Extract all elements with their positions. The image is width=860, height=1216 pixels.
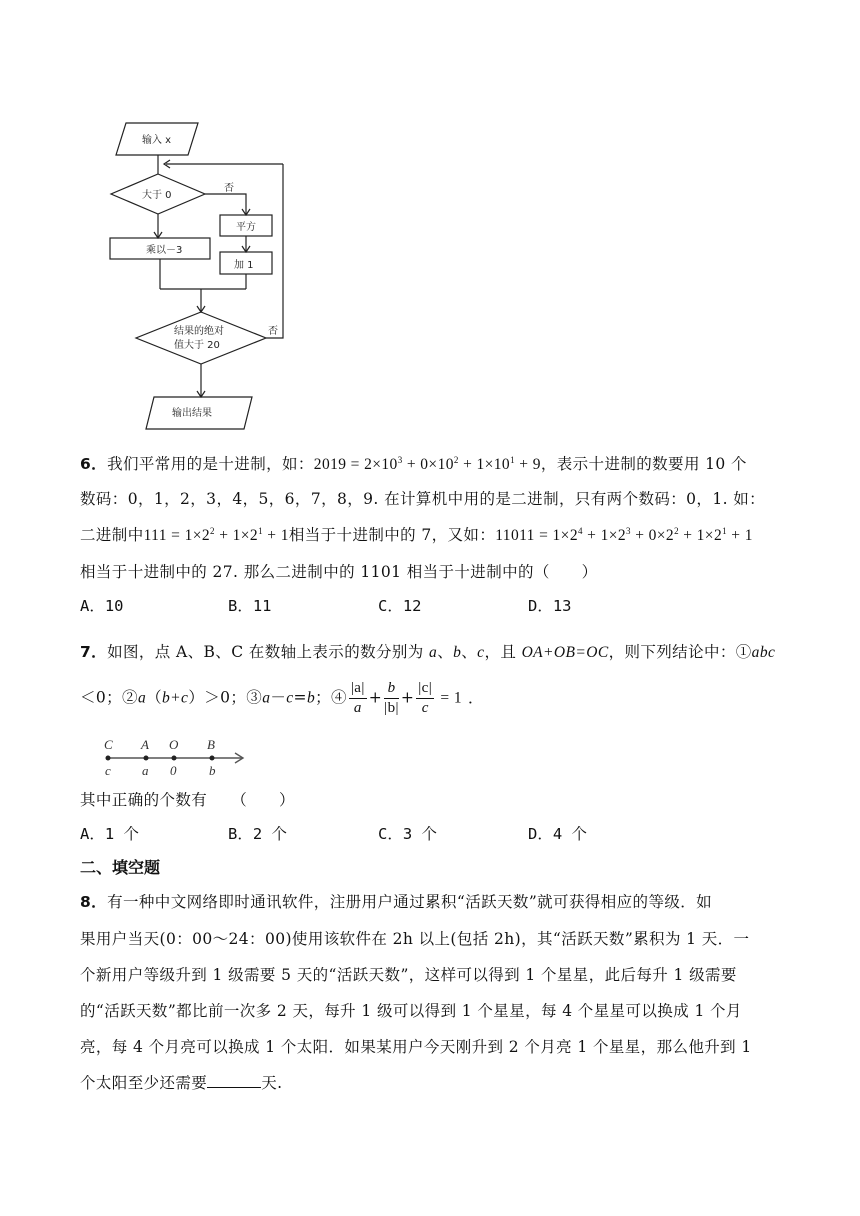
input-label: 输入 x xyxy=(142,135,172,146)
point-a xyxy=(144,756,149,761)
q6-line4: 相当于十进制中的 27. 那么二进制中的 1101 相当于十进制中的（ ） xyxy=(80,563,598,581)
no-label-2: 否 xyxy=(268,326,278,337)
q7-fraction-3: $\frac{|c|}{c}$ xyxy=(418,680,433,716)
square-label: 平方 xyxy=(236,222,256,233)
q7-option-a: A．1 个 xyxy=(80,825,139,843)
q7-line1: 7．如图，点 A、B、C 在数轴上表示的数分别为 a、b、c，且 OA+OB=OC，则下列结论中：①abc xyxy=(80,643,776,661)
q6-option-d: D．13 xyxy=(528,597,572,615)
decision2-label-line1: 结果的绝对 xyxy=(174,326,224,337)
label-point-a: A xyxy=(141,737,149,752)
q8-number: 8． xyxy=(80,893,108,911)
q6-formula-11011: $11011 = 1\times 2^4 + 1\times 2^3 + 0\times 2^2 + 1\times 2^1 + 1$ xyxy=(495,526,753,544)
q7-number: 7． xyxy=(80,643,108,661)
q7-line3: 其中正确的个数有 （ ） xyxy=(80,791,295,809)
number-line xyxy=(104,733,249,782)
q6-formula-2019: $2019 = 2\times 10^3 + 0\times 10^2 + 1\times 10^1 + 9$ xyxy=(313,455,541,473)
decision2-diamond xyxy=(136,312,266,364)
decision2-label-line2: 值大于 20 xyxy=(174,340,220,351)
q6-text: 我们平常用的是十进制，如： xyxy=(107,455,314,473)
point-o xyxy=(172,756,177,761)
q6-line3: 二进制中$111 = 1\times 2^2 + 1\times 2^1 + 1$相当于十进制中的 7，又如：$11011 = 1\times 2^4 + 1\times 2^3 + 0\times 2^2 + 1\times 2^1 + 1$ xyxy=(80,526,753,544)
q7-option-d: D．4 个 xyxy=(528,825,587,843)
decision1-label: 大于 0 xyxy=(142,190,172,201)
number-line-svg xyxy=(104,733,249,778)
q8-line4: 的“活跃天数”都比前一次多 2 天，每升 1 级可以得到 1 个星星，每 4 个星星可以换成 1 个月 xyxy=(80,1002,742,1020)
q6-formula-111: $111 = 1\times 2^2 + 1\times 2^1 + 1$ xyxy=(143,526,289,544)
q6-option-a: A．10 xyxy=(80,597,124,615)
q7-condition: OA+OB=OC xyxy=(521,644,609,661)
flowchart-diagram xyxy=(100,112,300,437)
q6-option-c: C．12 xyxy=(378,597,422,615)
value-a: a xyxy=(142,763,149,778)
q6-line2: 数码：0，1，2，3，4，5，6，7，8，9. 在计算机中用的是二进制，只有两个数码：0，1. 如： xyxy=(80,490,766,508)
answer-blank[interactable] xyxy=(207,1073,261,1088)
value-c: c xyxy=(105,763,111,778)
q7-fraction-2: $\frac{b}{|b|}$ xyxy=(384,680,399,716)
section-heading: 二、填空题 xyxy=(80,858,161,877)
label-point-c: C xyxy=(104,737,113,752)
q6-option-b: B．11 xyxy=(228,597,272,615)
q8-line1: 8．有一种中文网络即时通讯软件，注册用户通过累积“活跃天数”就可获得相应的等级．如 xyxy=(80,893,713,911)
add-label: 加 1 xyxy=(234,260,254,271)
point-c xyxy=(106,756,111,761)
q8-line3: 个新用户等级升到 1 级需要 5 天的“活跃天数”，这样可以得到 1 个星星，此后每升 1 级需要 xyxy=(80,966,737,984)
q8-line2: 果用户当天(0：00～24：00)使用该软件在 2h 以上(包括 2h)，其“活跃天数”累积为 1 天．一 xyxy=(80,930,750,948)
q6-number: 6． xyxy=(80,455,108,473)
q7-option-c: C．3 个 xyxy=(378,825,437,843)
label-point-b: B xyxy=(207,737,215,752)
multiply-label: 乘以－3 xyxy=(146,245,183,256)
value-0: 0 xyxy=(170,763,177,778)
q8-line5: 亮，每 4 个月亮可以换成 1 个太阳．如果某用户今天刚升到 2 个月亮 1 个星星，那么他升到 1 xyxy=(80,1038,752,1056)
q7-option-b: B．2 个 xyxy=(228,825,287,843)
label-point-o: O xyxy=(169,737,179,752)
flowchart xyxy=(100,112,300,441)
point-b xyxy=(210,756,215,761)
no-label-1: 否 xyxy=(224,183,234,194)
q8-line6: 个太阳至少还需要 天. xyxy=(80,1074,283,1092)
q7-line2: ＜0；②a（b+c）＞0；③a－c=b；④ $\frac{|a|}{a}$ + $\frac{b}{|b|}$ + $\frac{|c|}{c}$ = 1 ． xyxy=(80,680,484,716)
q6-line1: 6．我们平常用的是十进制，如：$2019 = 2\times 10^3 + 0\times 10^2 + 1\times 10^1 + 9$，表示十进制的数要用 10 个 xyxy=(80,455,747,473)
output-label: 输出结果 xyxy=(172,408,212,419)
value-b: b xyxy=(209,763,216,778)
q7-fraction-1: $\frac{|a|}{a}$ xyxy=(350,680,365,716)
